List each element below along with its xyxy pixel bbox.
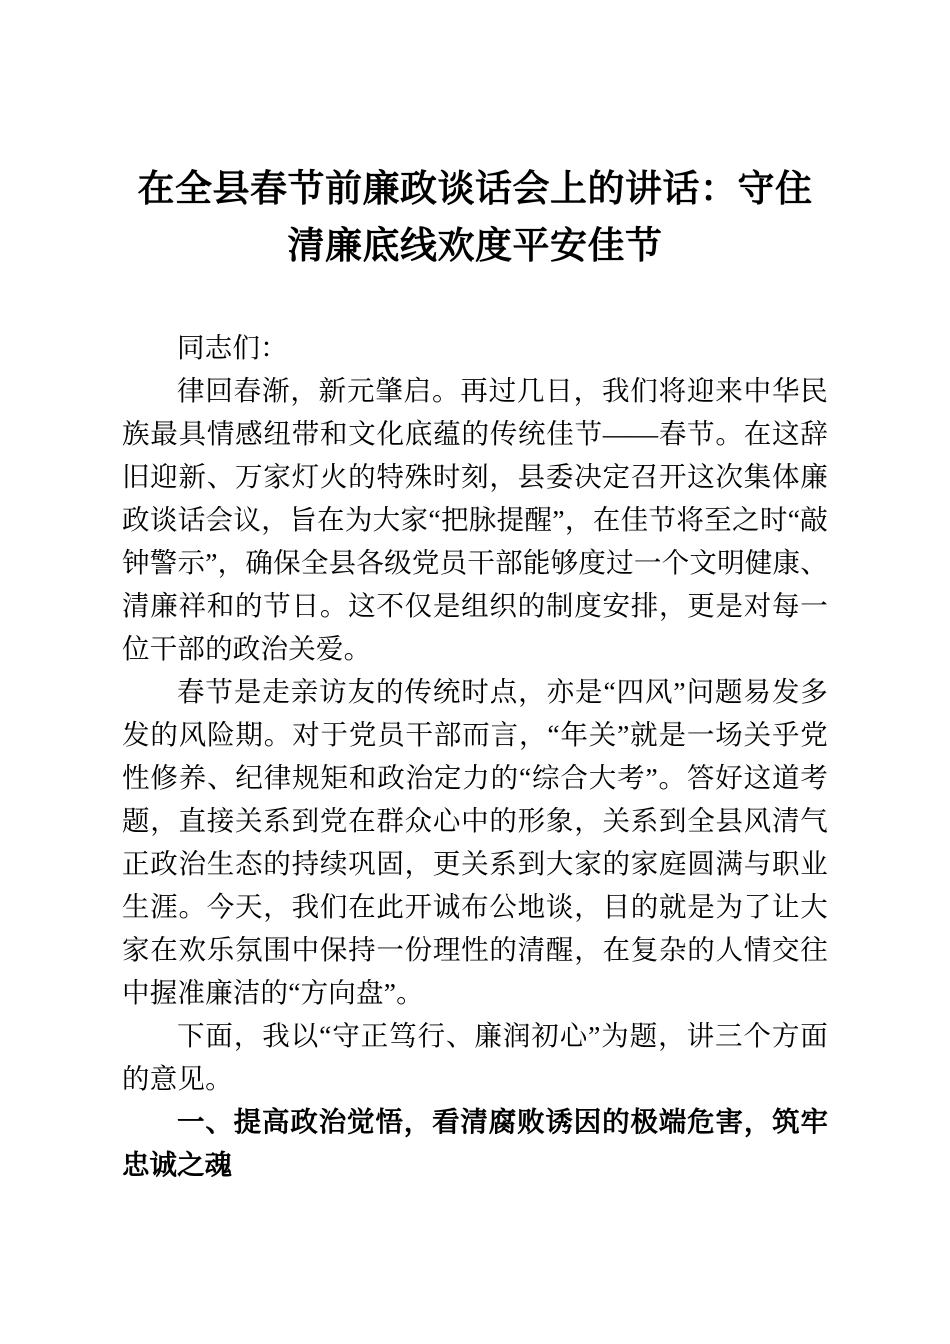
document-body (122, 326, 828, 1186)
page-title: 在全县春节前廉政谈话会上的讲话：守住清廉底线欢度平安佳节 (137, 168, 813, 266)
page-content-area (122, 0, 828, 1186)
body-paragraph-3: 下面，我以“守正笃行、廉润初心”为题，讲三个方面的意见。 (122, 1020, 828, 1094)
body-paragraph-1: 律回春渐，新元肇启。再过几日，我们将迎来中华民族最具情感纽带和文化底蕴的传统佳节——春节。在这辞旧迎新、万家灯火的特殊时刻，县委决定召开这次集体廉政谈话会议，旨在为大家“把脉提醒”，在佳节将至之时“敲钟警示”，确保全县各级党员干部能够度过一个文明健康、清廉祥和的节日。这不仅是组织的制度安排，更是对每一位干部的政治关爱。 (122, 375, 828, 664)
section-heading-1: 一、提高政治觉悟，看清腐败诱因的极端危害，筑牢忠诚之魂 (122, 1106, 828, 1180)
salutation: 同志们： (177, 332, 288, 363)
body-paragraph-2: 春节是走亲访友的传统时点，亦是“四风”问题易发多发的风险期。对于党员干部而言，“年关”就是一场关乎党性修养、纪律规矩和政治定力的“综合大考”。答好这道考题，直接关系到党在群众心中的形象，关系到全县风清气正政治生态的持续巩固，更关系到大家的家庭圆满与职业生涯。今天，我们在此开诚布公地谈，目的就是为了让大家在欢乐氛围中保持一份理性的清醒，在复杂的人情交往中握准廉洁的“方向盘”。 (122, 676, 828, 1008)
